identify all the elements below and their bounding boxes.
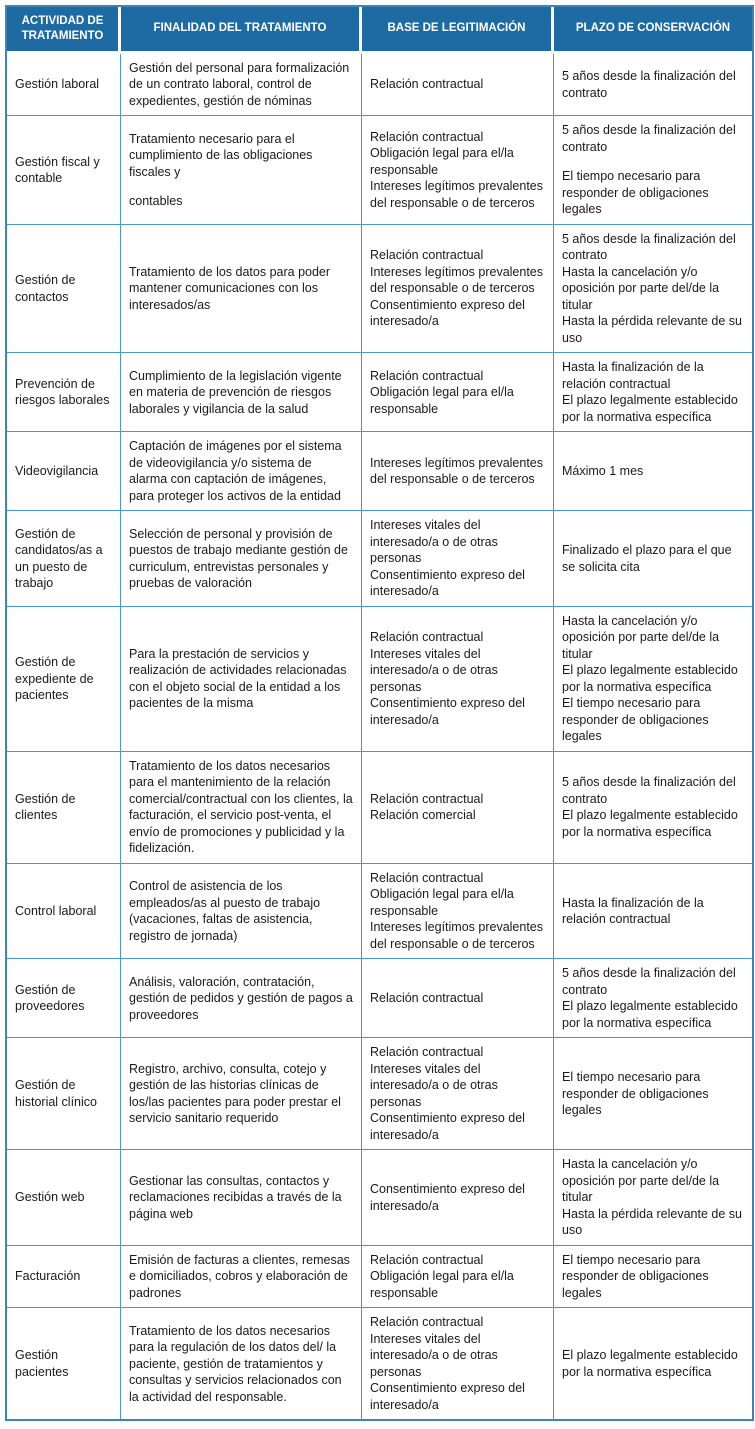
cell-plazo	[554, 1246, 752, 1309]
cell-base	[362, 1246, 554, 1309]
cell-finalidad	[121, 1246, 362, 1309]
cell-text-line: Intereses vitales del interesado/a o de otras personas	[370, 518, 498, 566]
cell-text-line: El plazo legalmente establecido por la normativa específica	[562, 1348, 738, 1379]
cell-text-line: 5 años desde la finalización del contrato	[562, 123, 736, 154]
cell-plazo	[554, 752, 752, 864]
table-row	[7, 1308, 752, 1419]
cell-text-line: El tiempo necesario para responder de obligaciones legales	[562, 1252, 709, 1300]
cell-base	[362, 54, 554, 117]
cell-base	[362, 1038, 554, 1150]
cell-text-line: Gestión web	[15, 1190, 85, 1205]
cell-plazo	[554, 116, 752, 225]
cell-text-line: Captación de imágenes por el sistema de videovigilancia y/o sistema de alarma con captación de imágenes, para proteger los activos de la entidad	[129, 439, 342, 503]
cell-actividad	[7, 225, 121, 354]
cell-text-line: Finalizado el plazo para el que se solicita cita	[562, 543, 732, 574]
cell-text-line: Intereses vitales del interesado/a o de otras personas	[370, 1061, 498, 1109]
cell-text-line: Relación contractual	[370, 1045, 484, 1060]
cell-text-line: 5 años desde la finalización del contrato	[562, 775, 736, 806]
cell-base	[362, 116, 554, 225]
cell-base	[362, 959, 554, 1038]
cell-text-line: Control laboral	[15, 903, 97, 918]
cell-plazo	[554, 1308, 752, 1419]
cell-plazo	[554, 225, 752, 354]
table-row	[7, 432, 752, 511]
cell-finalidad	[121, 959, 362, 1038]
column-header-finalidad: FINALIDAD DEL TRATAMIENTO	[121, 7, 362, 54]
cell-finalidad	[121, 1150, 362, 1246]
cell-text-line: Obligación legal para el/la responsable	[370, 385, 514, 416]
cell-text-line: Obligación legal para el/la responsable	[370, 887, 514, 918]
cell-actividad	[7, 353, 121, 432]
cell-text-line: Tratamiento de los datos para poder mantener comunicaciones con los interesados/as	[129, 264, 331, 312]
cell-text-line: Consentimiento expreso del interesado/a	[370, 297, 525, 329]
cell-text-line: Intereses legítimos prevalentes del responsable o de terceros	[370, 179, 544, 210]
cell-text-line: Relación contractual	[370, 77, 484, 92]
cell-finalidad	[121, 116, 362, 225]
cell-plazo	[554, 607, 752, 752]
cell-text-line: Para la prestación de servicios y realización de actividades relacionadas con el objeto social de la entidad a los pacientes de la misma	[129, 646, 347, 711]
cell-text-line: Consentimiento expreso del interesado/a	[370, 1182, 525, 1213]
cell-plazo	[554, 353, 752, 432]
table-row	[7, 752, 752, 864]
cell-text-line: Hasta la finalización de la relación contractual	[562, 360, 704, 391]
cell-text-line: Relación contractual	[370, 991, 484, 1006]
cell-text-line: Gestión de clientes	[15, 791, 76, 823]
cell-text-line: Relación comercial	[370, 808, 476, 823]
cell-text-line: Tratamiento de los datos necesarios para el mantenimiento de la relación comercial/contractual con los clientes, la facturación, el servicio post-venta, el envío de promociones y publicidad y la fidelización.	[129, 758, 353, 856]
cell-text-line: Relación contractual	[370, 791, 484, 806]
cell-text-line: Consentimiento expreso del interesado/a	[370, 1381, 525, 1412]
cell-base	[362, 864, 554, 960]
cell-text-line: Relación contractual	[370, 870, 484, 885]
cell-text-line: Gestión del personal para formalización de un contrato laboral, control de expedientes, gestión de nóminas	[129, 60, 350, 108]
cell-text-line: Máximo 1 mes	[562, 464, 644, 479]
cell-finalidad	[121, 54, 362, 117]
cell-text-line: Relación contractual	[370, 1315, 484, 1330]
cell-actividad	[7, 752, 121, 864]
cell-finalidad	[121, 353, 362, 432]
cell-text-line: Prevención de riesgos laborales	[15, 376, 110, 408]
cell-text-line: Facturación	[15, 1269, 81, 1284]
cell-finalidad	[121, 752, 362, 864]
cell-actividad	[7, 1038, 121, 1150]
column-header-actividad: ACTIVIDAD DE TRATAMIENTO	[7, 7, 121, 54]
cell-actividad	[7, 54, 121, 117]
data-processing-table	[5, 5, 754, 1421]
cell-actividad	[7, 959, 121, 1038]
cell-actividad	[7, 511, 121, 607]
cell-actividad	[7, 864, 121, 960]
cell-text-line: Intereses legítimos prevalentes del responsable o de terceros	[370, 920, 544, 951]
cell-text-line: Relación contractual	[370, 368, 484, 383]
table-row	[7, 864, 752, 960]
cell-text-line: Tratamiento necesario para el cumplimiento de las obligaciones fiscales y	[129, 131, 313, 179]
cell-text-line: Gestión laboral	[15, 77, 100, 92]
cell-text-line: Gestión fiscal y contable	[15, 154, 100, 186]
cell-text-line: Hasta la cancelación y/o oposición por parte del/de la titular	[562, 264, 720, 312]
cell-text-line: Consentimiento expreso del interesado/a	[370, 567, 525, 599]
table-row	[7, 353, 752, 432]
cell-finalidad	[121, 607, 362, 752]
cell-plazo	[554, 1150, 752, 1246]
table-header	[7, 7, 752, 54]
cell-text-line: Hasta la pérdida relevante de su uso	[562, 1206, 742, 1238]
cell-text-line: Gestión de proveedores	[15, 982, 85, 1014]
cell-text-line: contables	[129, 194, 183, 209]
cell-text-line: El plazo legalmente establecido por la normativa específica	[562, 393, 738, 424]
cell-actividad	[7, 432, 121, 511]
cell-text-line: Registro, archivo, consulta, cotejo y gestión de las historias clínicas de los/las pacientes para poder prestar el servicio sanitario requerido	[129, 1061, 341, 1126]
table-row	[7, 1150, 752, 1246]
cell-text-line: Tratamiento de los datos necesarios para la regulación de los datos del/ la paciente, gestión de tratamientos y consultas y servicios relacionados con la actividad del responsable.	[129, 1323, 342, 1404]
cell-text-line: Consentimiento expreso del interesado/a	[370, 696, 525, 727]
cell-text-line: El tiempo necesario para responder de obligaciones legales	[562, 1070, 709, 1118]
cell-actividad	[7, 116, 121, 225]
cell-plazo	[554, 54, 752, 117]
cell-text-line: Gestión pacientes	[15, 1348, 69, 1379]
cell-text-line: Gestión de historial clínico	[15, 1078, 97, 1109]
cell-text-line: Gestionar las consultas, contactos y reclamaciones recibidas a través de la página web	[129, 1173, 342, 1221]
cell-text-line: Obligación legal para el/la responsable	[370, 1269, 514, 1300]
table-row	[7, 54, 752, 117]
table-row	[7, 1038, 752, 1150]
cell-plazo	[554, 959, 752, 1038]
cell-base	[362, 607, 554, 752]
cell-base	[362, 511, 554, 607]
table-row	[7, 607, 752, 752]
cell-text-line: Emisión de facturas a clientes, remesas e domiciliados, cobros y elaboración de padrones	[129, 1252, 350, 1300]
cell-text-line: El plazo legalmente establecido por la normativa específica	[562, 999, 738, 1030]
cell-text-line: Cumplimiento de la legislación vigente en materia de prevención de riesgos laborales y vigilancia de la salud	[129, 368, 342, 416]
table-row	[7, 959, 752, 1038]
cell-finalidad	[121, 225, 362, 354]
cell-finalidad	[121, 1038, 362, 1150]
cell-text-line: Relación contractual	[370, 1252, 484, 1267]
cell-text-line: 5 años desde la finalización del contrato	[562, 966, 736, 997]
column-header-plazo: PLAZO DE CONSERVACIÓN	[554, 7, 752, 54]
cell-base	[362, 432, 554, 511]
cell-finalidad	[121, 432, 362, 511]
cell-actividad	[7, 1150, 121, 1246]
cell-finalidad	[121, 864, 362, 960]
cell-actividad	[7, 607, 121, 752]
cell-plazo	[554, 864, 752, 960]
blank-line	[129, 180, 353, 193]
cell-text-line: Análisis, valoración, contratación, gestión de pedidos y gestión de pagos a proveedores	[129, 974, 353, 1022]
cell-text-line: Gestión de expediente de pacientes	[15, 655, 94, 703]
cell-base	[362, 225, 554, 354]
table-row	[7, 225, 752, 354]
cell-text-line: Hasta la pérdida relevante de su uso	[562, 314, 742, 345]
cell-text-line: 5 años desde la finalización del contrato	[562, 231, 736, 263]
cell-actividad	[7, 1246, 121, 1309]
header-row	[7, 7, 752, 54]
cell-base	[362, 1308, 554, 1419]
cell-text-line: Relación contractual	[370, 248, 484, 263]
cell-text-line: Gestión de candidatos/as a un puesto de trabajo	[15, 526, 103, 591]
cell-text-line: Intereses legítimos prevalentes del responsable o de terceros	[370, 264, 544, 296]
cell-text-line: Gestión de contactos	[15, 273, 76, 304]
table-body	[7, 54, 752, 1420]
table-row	[7, 1246, 752, 1309]
cell-text-line: Intereses legítimos prevalentes del responsable o de terceros	[370, 455, 544, 487]
cell-text-line: Intereses vitales del interesado/a o de otras personas	[370, 1331, 498, 1379]
cell-base	[362, 752, 554, 864]
cell-text-line: Intereses vitales del interesado/a o de otras personas	[370, 646, 498, 694]
cell-text-line: Hasta la cancelación y/o oposición por parte del/de la titular	[562, 1157, 720, 1205]
cell-text-line: 5 años desde la finalización del contrato	[562, 69, 736, 100]
blank-line	[562, 155, 744, 168]
cell-text-line: Selección de personal y provisión de puestos de trabajo mediante gestión de curriculum, entrevistas personales y pruebas de valoración	[129, 526, 348, 591]
column-header-base: BASE DE LEGITIMACIÓN	[362, 7, 554, 54]
cell-text-line: Relación contractual	[370, 630, 484, 645]
cell-plazo	[554, 511, 752, 607]
cell-base	[362, 353, 554, 432]
cell-text-line: Hasta la cancelación y/o oposición por parte del/de la titular	[562, 613, 720, 661]
cell-text-line: Hasta la finalización de la relación contractual	[562, 895, 704, 927]
table-row	[7, 116, 752, 225]
cell-actividad	[7, 1308, 121, 1419]
cell-text-line: Obligación legal para el/la responsable	[370, 146, 514, 177]
cell-plazo	[554, 1038, 752, 1150]
cell-text-line: El plazo legalmente establecido por la normativa específica	[562, 663, 738, 694]
cell-base	[362, 1150, 554, 1246]
table-row	[7, 511, 752, 607]
cell-text-line: El tiempo necesario para responder de obligaciones legales	[562, 696, 709, 744]
cell-finalidad	[121, 1308, 362, 1419]
cell-text-line: El tiempo necesario para responder de obligaciones legales	[562, 169, 709, 217]
cell-text-line: Relación contractual	[370, 129, 484, 144]
cell-text-line: Consentimiento expreso del interesado/a	[370, 1111, 525, 1142]
cell-text-line: El plazo legalmente establecido por la normativa específica	[562, 808, 738, 839]
cell-finalidad	[121, 511, 362, 607]
cell-plazo	[554, 432, 752, 511]
cell-text-line: Videovigilancia	[15, 464, 99, 479]
cell-text-line: Control de asistencia de los empleados/as al puesto de trabajo (vacaciones, faltas de asistencia, registro de jornada)	[129, 879, 321, 943]
